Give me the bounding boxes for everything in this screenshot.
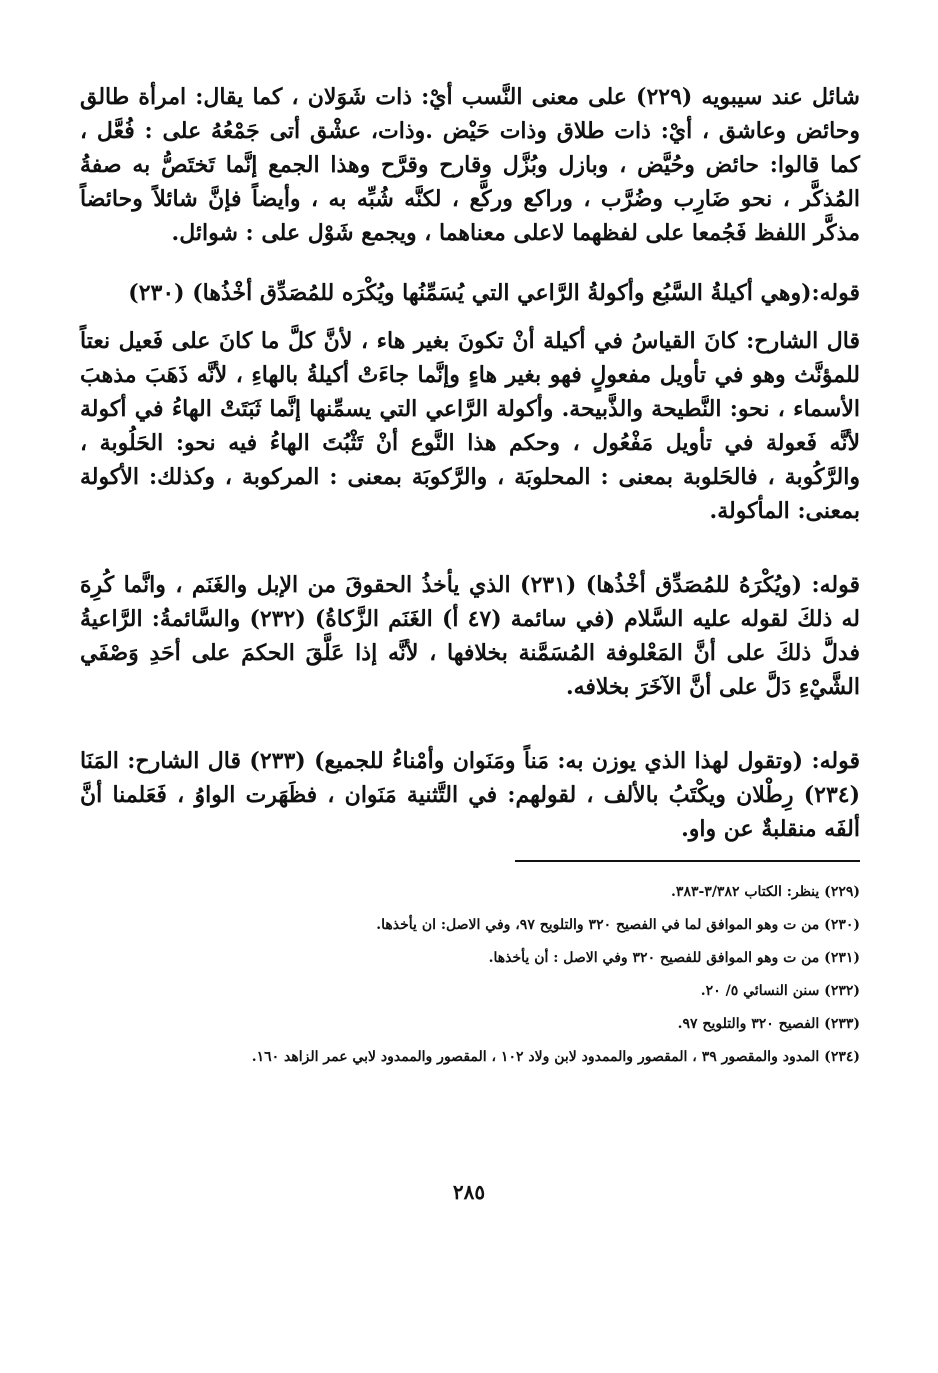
paragraph-1: شائل عند سيبويه (٢٢٩) على معنى النَّسب أيْ: ذات شَوَلان ، كما يقال: امرأة طالق وحائض وعاشق ، أيْ: ذات طلاق وذات حَيْض .وذات، عشْق أتى جَمْعُهُ على : فُعَّل ، كما قالوا: حائض وحُيَّض ، وبازل وبُزَّل وقارح وقرَّح وهذا الجمع إنَّما تَختَصُّ به صفةُ المُذكَّر ، نحو ضَارِب وضُرَّب ، وراكع وركَّع ، لكنَّه شُبِّه به ، وأيضاً فإنَّ شائلاً وحائضاً مذكَّر اللفظ فَجُمعا على لفظهما لاعلى معناهما ، ويجمع شَوْل على : شوائل. [80,84,860,246]
footnote-divider [515,860,860,862]
paragraph-4: قوله: (ويُكْرَهُ للمُصَدِّق أخْذُها) (٢٣١) الذي يأخذُ الحقوقَ من الإبل والغَنَم ، وانَّما كُرِهَ له ذلكَ لقوله عليه السَّلام (في سائمة (٤٧ أ) الغَنَم الزَّكاةُ) (٢٣٢) والسَّائمةُ: الرَّاعيةُ فدلَّ ذلكَ على أنَّ المَعْلوفة المُسَمَّنة بخلافها ، لأنَّه إذا عَلَّقَ الحكمَ على أحَدِ وَصْفَي الشَّيْءِ دَلَّ على أنَّ الآخَرَ بخلافه. [80,572,860,700]
footnote-229: (٢٢٩) ينظر: الكتاب ٣/٣٨٢-٣٨٣. [671,884,860,900]
footnote-232: (٢٣٢) سنن النسائي ٥/ ٢٠. [700,983,860,999]
footnotes [80,876,860,1074]
footnote-234: (٢٣٤) المدود والمقصور ٣٩ ، المقصور والممدود لابن ولاد ١٠٢ ، المقصور والممدود لابي عمر الزاهد ١٦٠. [251,1049,860,1065]
paragraph-3: قال الشارح: كانَ القياسُ في أكيلة أنْ تكونَ بغير هاء ، لأنَّ كلَّ ما كانَ على فَعيل نعتاً للمؤنَّث وهو في تأويل مفعولٍ فهو بغير هاءٍ وإنَّما جاءَتْ أكيلةُ بالهاءِ ، لأنَّه ذَهَبَ مذهبَ الأسماء ، نحو: النَّطيحة والذَّبيحة. وأكولة الرَّاعي التي يسمِّنها إنَّما ثَبَتَتْ الهاءُ في أكولة لأنَّه فَعولة في تأويل مَفْعُول ، وحكم هذا النَّوع أنْ تَثْبُتَ الهاءُ فيه نحو: الحَلُوبة ، والرَّكُوبة ، فالحَلوبة بمعنى : المحلوبَة ، والرَّكوبَة بمعنى : المركوبة ، وكذلك: الأكولة بمعنى: المأكولة. [80,328,860,524]
paragraph-5: قوله: (وتقول لهذا الذي يوزن به: مَناً ومَنَوان وأمْناءُ للجميع) (٢٣٣) قال الشارح: المَنَا (٢٣٤) رِطْلان ويكْتَبُ بالألف ، لقولهم: في التَّثنية مَنَوان ، فظَهَرت الواوُ ، فَعَلمنا أنَّ ألفَه منقلبةٌ عن واو. [80,748,860,842]
page-body [80,80,860,1300]
paragraph-2: قوله:(وهي أكيلةُ السَّبُع وأكولةُ الرَّاعي التي يُسَمِّنُها ويُكْرَه للمُصَدِّق أخْذُها) (٢٣٠) [128,280,860,306]
footnote-230: (٢٣٠) من ت وهو الموافق لما في الفصيح ٣٢٠ والتلويح ٩٧، وفي الاصل: ان يأخذها. [376,917,860,933]
page-number: ٢٨٥ [452,1180,486,1204]
footnote-231: (٢٣١) من ت وهو الموافق للفصيح ٣٢٠ وفي الاصل : أن يأخذها. [488,950,860,966]
footnote-233: (٢٣٣) الفصيح ٣٢٠ والتلويح ٩٧. [677,1016,860,1032]
